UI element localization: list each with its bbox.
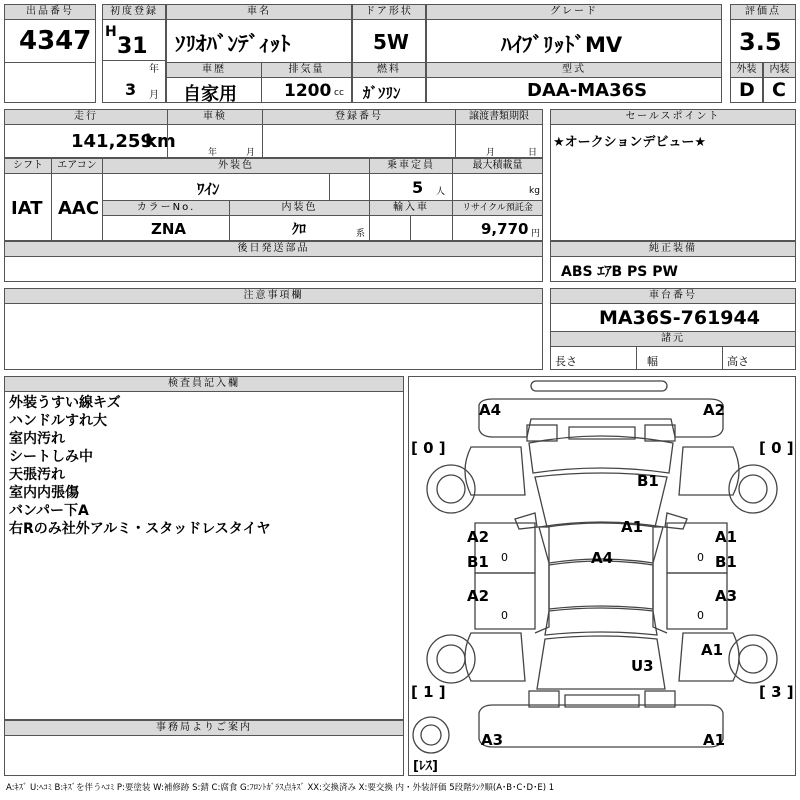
door-cell bbox=[352, 19, 426, 63]
import-cell-a bbox=[369, 215, 411, 241]
displacement-cell bbox=[261, 77, 352, 103]
inspector-notes-list bbox=[9, 394, 271, 538]
note-line: ハンドルすれ大 bbox=[9, 413, 107, 429]
damage-mark: B1 bbox=[637, 472, 659, 490]
tread-zero: 0 bbox=[501, 609, 508, 622]
office-info-header: 事務局よりご案内 bbox=[4, 720, 404, 736]
lot-number-header: 出品番号 bbox=[4, 4, 96, 20]
note-line: 室内汚れ bbox=[9, 431, 65, 447]
score-value: 3.5 bbox=[739, 28, 782, 56]
import-cell-b bbox=[410, 215, 453, 241]
shift-header: シフト bbox=[4, 158, 52, 174]
exterior-color-header: 外装色 bbox=[102, 158, 370, 174]
interior-grade-cell bbox=[763, 77, 796, 103]
damage-mark: A4 bbox=[591, 549, 614, 567]
inspection-cell bbox=[167, 124, 263, 158]
reg-year: 31 bbox=[117, 34, 148, 59]
damage-mark: B1 bbox=[715, 553, 737, 571]
mileage-cell bbox=[4, 124, 176, 158]
car-name-cell bbox=[166, 19, 352, 63]
grade-cell bbox=[426, 19, 722, 63]
divider bbox=[102, 60, 166, 61]
exterior-grade: D bbox=[739, 79, 755, 101]
shift-value: IAT bbox=[11, 198, 43, 219]
damage-mark: A4 bbox=[479, 401, 502, 419]
note-line: シートしみ中 bbox=[9, 449, 93, 465]
lot-number-blank bbox=[4, 62, 96, 103]
transfer-month-unit: 月 bbox=[486, 148, 496, 158]
registration-header: 登録番号 bbox=[262, 109, 456, 125]
color-number-cell bbox=[102, 215, 230, 241]
chassis-header: 車台番号 bbox=[550, 288, 796, 304]
car-outline-icon bbox=[409, 377, 795, 775]
capacity-value: 5 bbox=[412, 178, 424, 197]
registration-cell bbox=[262, 124, 456, 158]
score-cell bbox=[730, 19, 796, 63]
inspector-notes-header: 検査員記入欄 bbox=[4, 376, 404, 392]
model-cell bbox=[426, 77, 722, 103]
max-load-cell bbox=[452, 173, 543, 201]
reg-month-unit: 月 bbox=[149, 90, 159, 101]
tire-rear-right: [ 3 ] bbox=[759, 683, 794, 701]
max-load-header: 最大積載量 bbox=[452, 158, 543, 174]
caution-cell bbox=[4, 303, 543, 370]
door-value: 5W bbox=[373, 30, 409, 54]
history-header: 車歴 bbox=[166, 62, 262, 78]
shift-cell bbox=[4, 173, 52, 241]
exterior-grade-header: 外装 bbox=[730, 62, 763, 78]
car-name-header: 車名 bbox=[166, 4, 352, 20]
height-label: 高さ bbox=[727, 355, 749, 368]
recycle-unit: 円 bbox=[531, 229, 541, 239]
interior-color-value: ｸﾛ bbox=[292, 222, 306, 238]
note-line: 外装うすい線キズ bbox=[9, 395, 121, 411]
spare-tire-label: [ﾚｽ] bbox=[413, 759, 438, 774]
displacement-unit: cc bbox=[334, 88, 344, 98]
door-header: ドア形状 bbox=[352, 4, 426, 20]
note-line: 天張汚れ bbox=[9, 467, 65, 483]
grade-value: ﾊｲﾌﾞﾘｯﾄﾞMV bbox=[501, 33, 623, 57]
aircon-cell bbox=[51, 173, 103, 241]
later-parts-cell bbox=[4, 256, 543, 282]
sales-point-text: ★オークションデビュー★ bbox=[553, 135, 707, 150]
damage-mark: A2 bbox=[703, 401, 726, 419]
height-cell bbox=[722, 346, 796, 370]
chassis-number: MA36S-761944 bbox=[599, 307, 760, 329]
damage-mark: U3 bbox=[631, 657, 654, 675]
tire-front-right: [ 0 ] bbox=[759, 439, 794, 457]
grade-header: グレード bbox=[426, 4, 722, 20]
displacement-value: 1200 bbox=[284, 81, 332, 101]
inspection-month-unit: 月 bbox=[246, 148, 256, 158]
transfer-docs-header: 譲渡書類期限 bbox=[455, 109, 543, 125]
capacity-unit: 人 bbox=[436, 187, 446, 197]
first-registration-cell bbox=[102, 19, 166, 103]
note-line: 室内内張傷 bbox=[9, 485, 79, 501]
damage-mark: A2 bbox=[467, 528, 490, 546]
transfer-docs-cell bbox=[455, 124, 543, 158]
max-load-unit: kg bbox=[529, 186, 540, 196]
damage-mark: A3 bbox=[715, 587, 738, 605]
damage-mark: A1 bbox=[703, 731, 726, 749]
interior-grade-header: 内装 bbox=[763, 62, 796, 78]
fuel-value: ｶﾞｿﾘﾝ bbox=[363, 84, 401, 102]
recycle-header: リサイクル預託金 bbox=[452, 200, 543, 216]
office-info-cell bbox=[4, 735, 404, 776]
model-header: 型式 bbox=[426, 62, 722, 78]
lot-number-cell bbox=[4, 19, 96, 63]
tire-rear-left: [ 1 ] bbox=[411, 683, 446, 701]
damage-mark: A1 bbox=[701, 641, 724, 659]
tread-zero: 0 bbox=[697, 551, 704, 564]
exterior-grade-cell bbox=[730, 77, 763, 103]
aircon-header: エアコン bbox=[51, 158, 103, 174]
dimensions-header: 諸元 bbox=[550, 331, 796, 347]
interior-color-unit: 系 bbox=[356, 229, 366, 239]
caution-header: 注意事項欄 bbox=[4, 288, 543, 304]
history-value: 自家用 bbox=[183, 84, 237, 105]
mileage-value: 141,259 bbox=[71, 131, 153, 152]
color-number-value: ZNA bbox=[151, 220, 187, 238]
displacement-header: 排気量 bbox=[261, 62, 352, 78]
damage-mark: A1 bbox=[621, 518, 644, 536]
fuel-cell bbox=[352, 77, 426, 103]
reg-month: 3 bbox=[125, 80, 137, 99]
damage-mark: A2 bbox=[467, 587, 490, 605]
inspector-notes-cell bbox=[4, 391, 404, 720]
lot-number: 4347 bbox=[19, 26, 92, 56]
transfer-day-unit: 日 bbox=[528, 148, 538, 158]
mileage-unit: km bbox=[145, 131, 176, 152]
mileage-header: 走行 bbox=[4, 109, 168, 125]
car-name: ｿﾘｵﾊﾞﾝﾃﾞｨｯﾄ bbox=[175, 32, 291, 56]
width-cell bbox=[636, 346, 723, 370]
car-damage-diagram bbox=[408, 376, 796, 776]
color-number-header: カラーNo. bbox=[102, 200, 230, 216]
capacity-header: 乗車定員 bbox=[369, 158, 453, 174]
damage-mark: A1 bbox=[715, 528, 738, 546]
length-label: 長さ bbox=[555, 355, 577, 368]
first-registration-header: 初度登録 bbox=[102, 4, 166, 20]
equipment-header: 純正装備 bbox=[550, 241, 796, 257]
legend: A:ｷｽﾞ U:ﾍｺﾐ B:ｷｽﾞを伴うﾍｺﾐ P:要塗装 W:補修跡 S:錆 C:腐食 G:ﾌﾛﾝﾄｶﾞﾗｽ点ｷｽﾞ XX:交換済み X:要交換 内・外装評価 5段階ﾗﾝｸ順(A･B･C･D･E) 1 bbox=[6, 783, 555, 793]
era: H bbox=[105, 24, 117, 40]
equipment-text: ABS ｴｱB PS PW bbox=[561, 264, 678, 280]
damage-mark: A3 bbox=[481, 731, 504, 749]
note-line: 右Rのみ社外アルミ・スタッドレスタイヤ bbox=[9, 521, 271, 537]
tread-zero: 0 bbox=[501, 551, 508, 564]
width-label: 幅 bbox=[647, 355, 658, 368]
damage-mark: B1 bbox=[467, 553, 489, 571]
exterior-color-blank bbox=[329, 173, 370, 201]
capacity-cell bbox=[369, 173, 453, 201]
interior-grade: C bbox=[772, 79, 786, 101]
sales-point-cell bbox=[550, 124, 796, 241]
model-value: DAA-MA36S bbox=[527, 80, 648, 101]
recycle-value: 9,770 bbox=[481, 220, 529, 238]
recycle-cell bbox=[452, 215, 543, 241]
sales-point-header: セールスポイント bbox=[550, 109, 796, 125]
inspection-header: 車検 bbox=[167, 109, 263, 125]
equipment-cell bbox=[550, 256, 796, 282]
exterior-color-value: ﾜｲﾝ bbox=[197, 180, 220, 198]
exterior-color-cell bbox=[102, 173, 330, 201]
aircon-value: AAC bbox=[58, 198, 100, 219]
chassis-cell bbox=[550, 303, 796, 332]
length-cell bbox=[550, 346, 637, 370]
interior-color-cell bbox=[229, 215, 370, 241]
history-cell bbox=[166, 77, 262, 103]
import-header: 輸入車 bbox=[369, 200, 453, 216]
tire-front-left: [ 0 ] bbox=[411, 439, 446, 457]
fuel-header: 燃料 bbox=[352, 62, 426, 78]
inspection-year-unit: 年 bbox=[208, 148, 218, 158]
interior-color-header: 内装色 bbox=[229, 200, 370, 216]
score-header: 評価点 bbox=[730, 4, 796, 20]
note-line: バンパー下A bbox=[9, 503, 89, 519]
later-parts-header: 後日発送部品 bbox=[4, 241, 543, 257]
reg-year-unit: 年 bbox=[149, 64, 159, 75]
tread-zero: 0 bbox=[697, 609, 704, 622]
